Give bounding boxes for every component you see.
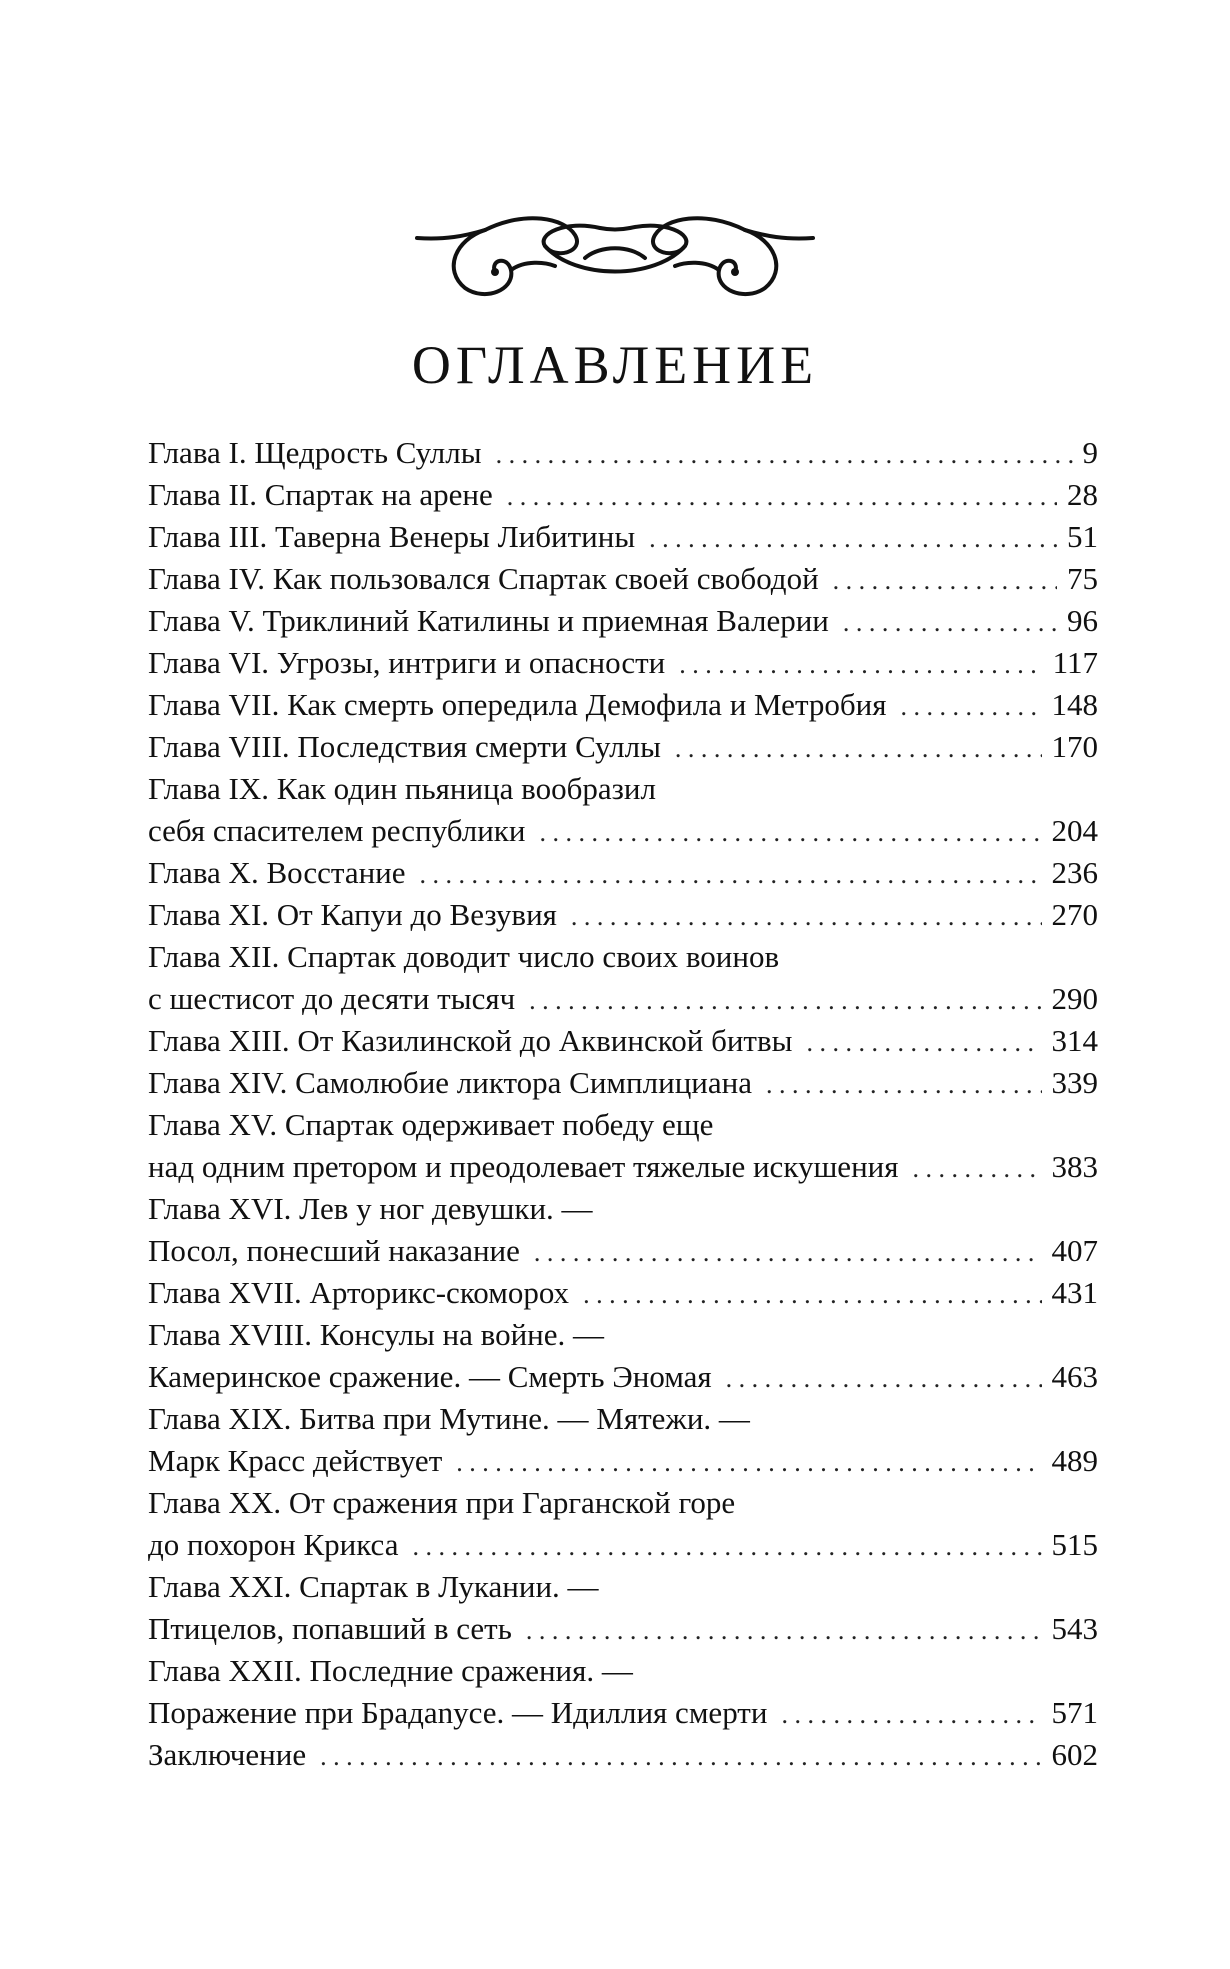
toc-entry-title: Глава V. Триклиний Катилины и приемная Валерии: [148, 603, 829, 638]
toc-entry-line-final: [148, 726, 1098, 768]
toc-entry: [148, 1062, 1098, 1104]
toc-entry-line-final: [148, 474, 1098, 516]
toc-entry-title: Глава I. Щедрость Суллы: [148, 435, 482, 470]
toc-entry-line: [148, 1398, 1098, 1440]
dot-leader: [539, 812, 1041, 854]
toc-page-number: 290: [1051, 981, 1098, 1016]
toc-entry-line-final: [148, 1440, 1098, 1482]
toc-entry-line-final: [148, 1692, 1098, 1734]
toc-entry-line-final: [148, 852, 1098, 894]
toc-entry-title: Глава X. Восстание: [148, 855, 406, 890]
toc-page-number: 117: [1052, 645, 1098, 680]
toc-entry: [148, 936, 1098, 1020]
page-title: ОГЛАВЛЕНИЕ: [411, 335, 819, 395]
toc-entry-title: Глава XVII. Арторикс-скоморох: [148, 1275, 570, 1310]
toc-entry-line-final: [148, 1608, 1098, 1650]
toc-page-number: 602: [1051, 1737, 1098, 1772]
toc-entry-title: Глава XXII. Последние сражения. —: [148, 1653, 633, 1688]
toc-entry-title: Глава XIII. От Казилинской до Аквинской битвы: [148, 1023, 793, 1058]
toc-page-number: 51: [1067, 519, 1098, 554]
toc-entry: [148, 600, 1098, 642]
toc-entry: [148, 684, 1098, 726]
toc-entry-title: Глава II. Спартак на арене: [148, 477, 493, 512]
dot-leader: [726, 1358, 1042, 1400]
toc-entry-title: Птицелов, попавший в сеть: [148, 1611, 512, 1646]
dot-leader: [833, 560, 1057, 602]
toc-entry-title: Глава III. Таверна Венеры Либитины: [148, 519, 636, 554]
dot-leader: [901, 686, 1042, 728]
toc-entry-line: [148, 936, 1098, 978]
toc-entry-line: [148, 1566, 1098, 1608]
toc-entry-title: Глава IX. Как один пьяница вообразил: [148, 771, 656, 806]
toc-entry-line-final: [148, 1734, 1098, 1776]
toc-entry-title: Глава IV. Как пользовался Спартак своей свободой: [148, 561, 819, 596]
dot-leader: [507, 476, 1057, 518]
toc-page-number: 489: [1051, 1443, 1098, 1478]
toc-entry: [148, 852, 1098, 894]
toc-page-number: 236: [1051, 855, 1098, 890]
flourish-ornament-icon: [415, 200, 815, 310]
toc-entry: [148, 894, 1098, 936]
toc-entry: [148, 1566, 1098, 1650]
toc-entry-line: [148, 1314, 1098, 1356]
toc-entry: [148, 642, 1098, 684]
dot-leader: [456, 1442, 1041, 1484]
toc-entry-title: с шестисот до десяти тысяч: [148, 981, 516, 1016]
toc-entry-title: над одним претором и преодолевает тяжелые искушения: [148, 1149, 899, 1184]
toc-entry: [148, 1272, 1098, 1314]
toc-entry: [148, 474, 1098, 516]
toc-entry: [148, 1734, 1098, 1776]
toc-page-number: 75: [1067, 561, 1098, 596]
dot-leader: [571, 896, 1042, 938]
toc-entry-line: [148, 768, 1098, 810]
dot-leader: [320, 1736, 1041, 1778]
toc-entry-line-final: [148, 684, 1098, 726]
dot-leader: [534, 1232, 1042, 1274]
toc-entry-title: Марк Красс действует: [148, 1443, 443, 1478]
toc-entry: [148, 558, 1098, 600]
toc-entry-title: Глава VI. Угрозы, интриги и опасности: [148, 645, 666, 680]
toc-entry-line: [148, 1104, 1098, 1146]
toc-page-number: 431: [1051, 1275, 1098, 1310]
toc-entry: [148, 432, 1098, 474]
toc-page-number: 407: [1051, 1233, 1098, 1268]
toc-entry-line-final: [148, 1146, 1098, 1188]
toc-entry-line-final: [148, 810, 1098, 852]
toc-entry: [148, 1314, 1098, 1398]
toc-page-number: 339: [1051, 1065, 1098, 1100]
toc-entry-line-final: [148, 1356, 1098, 1398]
toc-entry-line-final: [148, 894, 1098, 936]
toc-page-number: 314: [1051, 1023, 1098, 1058]
table-of-contents: [148, 432, 1098, 1776]
toc-entry-line-final: [148, 978, 1098, 1020]
toc-entry-title: до похорон Крикса: [148, 1527, 399, 1562]
toc-entry-title: Посол, понесший наказание: [148, 1233, 520, 1268]
dot-leader: [679, 644, 1042, 686]
toc-entry-title: Камеринское сражение. — Смерть Эномая: [148, 1359, 712, 1394]
toc-entry-line-final: [148, 1272, 1098, 1314]
toc-entry-line: [148, 1650, 1098, 1692]
toc-page-number: 463: [1051, 1359, 1098, 1394]
toc-entry-title: Глава XVI. Лев у ног девушки. —: [148, 1191, 593, 1226]
toc-entry-title: Глава XVIII. Консулы на войне. —: [148, 1317, 605, 1352]
toc-entry-line-final: [148, 642, 1098, 684]
toc-page-number: 515: [1051, 1527, 1098, 1562]
dot-leader: [496, 434, 1073, 476]
dot-leader: [781, 1694, 1041, 1736]
dot-leader: [526, 1610, 1042, 1652]
toc-entry: [148, 1650, 1098, 1734]
dot-leader: [583, 1274, 1041, 1316]
dot-leader: [649, 518, 1057, 560]
toc-page-number: 204: [1051, 813, 1098, 848]
dot-leader: [806, 1022, 1041, 1064]
toc-page-number: 28: [1067, 477, 1098, 512]
toc-page-number: 571: [1051, 1695, 1098, 1730]
toc-entry-title: Глава XIV. Самолюбие ликтора Симплициана: [148, 1065, 752, 1100]
toc-page-number: 96: [1067, 603, 1098, 638]
toc-entry-title: Глава XII. Спартак доводит число своих воинов: [148, 939, 780, 974]
dot-leader: [529, 980, 1041, 1022]
toc-page-number: 170: [1051, 729, 1098, 764]
toc-entry-title: Глава VIII. Последствия смерти Суллы: [148, 729, 661, 764]
toc-page-number: 148: [1051, 687, 1098, 722]
toc-entry: [148, 1104, 1098, 1188]
toc-entry-line-final: [148, 1062, 1098, 1104]
toc-entry: [148, 1188, 1098, 1272]
toc-entry-title: Поражение при Брадanусе. — Идиллия смерти: [148, 1695, 768, 1730]
toc-entry: [148, 768, 1098, 852]
toc-entry-line: [148, 1482, 1098, 1524]
toc-entry-title: Глава XX. От сражения при Гарганской горе: [148, 1485, 736, 1520]
toc-page-number: 9: [1082, 435, 1098, 470]
toc-entry-line-final: [148, 1230, 1098, 1272]
dot-leader: [412, 1526, 1041, 1568]
toc-entry-line-final: [148, 1524, 1098, 1566]
toc-entry: [148, 1020, 1098, 1062]
toc-entry-title: Заключение: [148, 1737, 307, 1772]
toc-entry-line-final: [148, 600, 1098, 642]
dot-leader: [766, 1064, 1042, 1106]
toc-entry-title: Глава XIX. Битва при Мутине. — Мятежи. —: [148, 1401, 750, 1436]
toc-entry-line-final: [148, 432, 1098, 474]
toc-entry-line-final: [148, 1020, 1098, 1062]
dot-leader: [420, 854, 1042, 896]
dot-leader: [913, 1148, 1042, 1190]
toc-entry-title: Глава XV. Спартак одерживает победу еще: [148, 1107, 714, 1142]
toc-entry-title: Глава XI. От Капуи до Везувия: [148, 897, 557, 932]
toc-page-number: 543: [1051, 1611, 1098, 1646]
toc-entry-line: [148, 1188, 1098, 1230]
toc-entry-title: Глава VII. Как смерть опередила Демофила и Метробия: [148, 687, 887, 722]
dot-leader: [843, 602, 1057, 644]
toc-entry: [148, 726, 1098, 768]
toc-entry: [148, 1482, 1098, 1566]
toc-entry-line-final: [148, 558, 1098, 600]
toc-entry: [148, 1398, 1098, 1482]
toc-entry: [148, 516, 1098, 558]
toc-page-number: 270: [1051, 897, 1098, 932]
toc-entry-title: Глава XXI. Спартак в Лукании. —: [148, 1569, 599, 1604]
toc-entry-line-final: [148, 516, 1098, 558]
dot-leader: [675, 728, 1042, 770]
toc-page-number: 383: [1051, 1149, 1098, 1184]
toc-entry-title: себя спасителем республики: [148, 813, 526, 848]
